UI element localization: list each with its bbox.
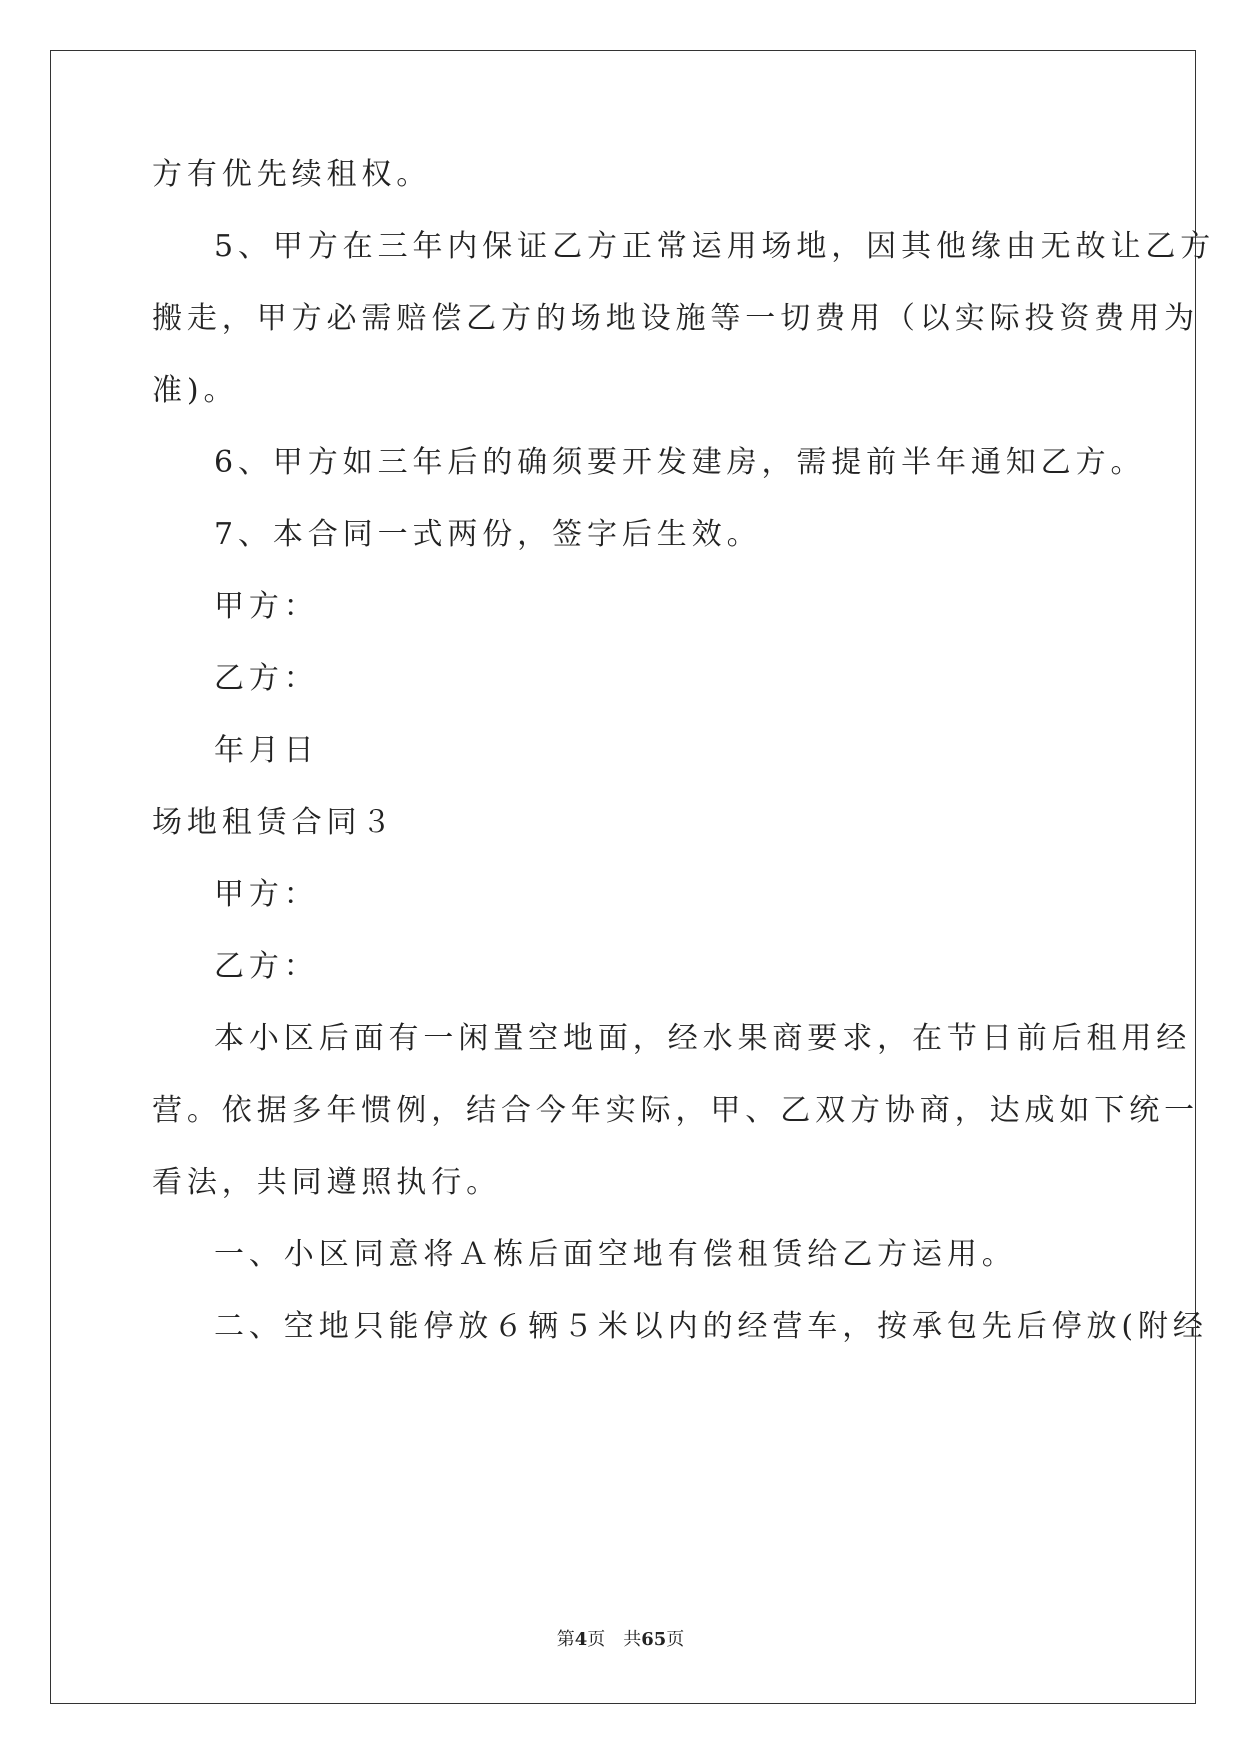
party-b-label: 乙方： — [214, 949, 319, 984]
footer-total-pages: 65 — [641, 1629, 667, 1650]
text-line-6: 7、本合同一式两份，签字后生效。 — [214, 517, 762, 552]
text-line-13: 本小区后面有一闲置空地面，经水果商要求，在节日前后租用经 — [214, 1021, 1192, 1056]
text-line-17: 二、空地只能停放６辆５米以内的经营车，按承包先后停放(附经 — [214, 1309, 1208, 1344]
text-line-16: 一、小区同意将Ａ栋后面空地有偿租赁给乙方运用。 — [214, 1237, 1017, 1272]
page-footer — [0, 1625, 1241, 1651]
text-line-4: 准)。 — [152, 373, 239, 408]
signature-party-b: 乙方： — [214, 661, 319, 696]
footer-page-number: 4 — [574, 1629, 588, 1650]
footer-mid: 页 共 — [587, 1629, 642, 1650]
footer-suffix: 页 — [666, 1629, 685, 1650]
contract-heading: 场地租赁合同３ — [152, 805, 397, 840]
text-line-5: 6、甲方如三年后的确须要开发建房，需提前半年通知乙方。 — [214, 445, 1146, 480]
text-line-3: 搬走，甲方必需赔偿乙方的场地设施等一切费用（以实际投资费用为 — [152, 301, 1199, 336]
signature-date: 年月日 — [214, 733, 319, 768]
text-line-2: 5、甲方在三年内保证乙方正常运用场地，因其他缘由无故让乙方 — [214, 229, 1216, 264]
signature-party-a: 甲方： — [214, 589, 319, 624]
footer-prefix: 第 — [556, 1629, 575, 1650]
text-line-15: 看法，共同遵照执行。 — [152, 1165, 501, 1200]
text-line-14: 营。依据多年惯例，结合今年实际，甲、乙双方协商，达成如下统一 — [152, 1093, 1199, 1128]
text-line-1: 方有优先续租权。 — [152, 157, 432, 192]
party-a-label: 甲方： — [214, 877, 319, 912]
